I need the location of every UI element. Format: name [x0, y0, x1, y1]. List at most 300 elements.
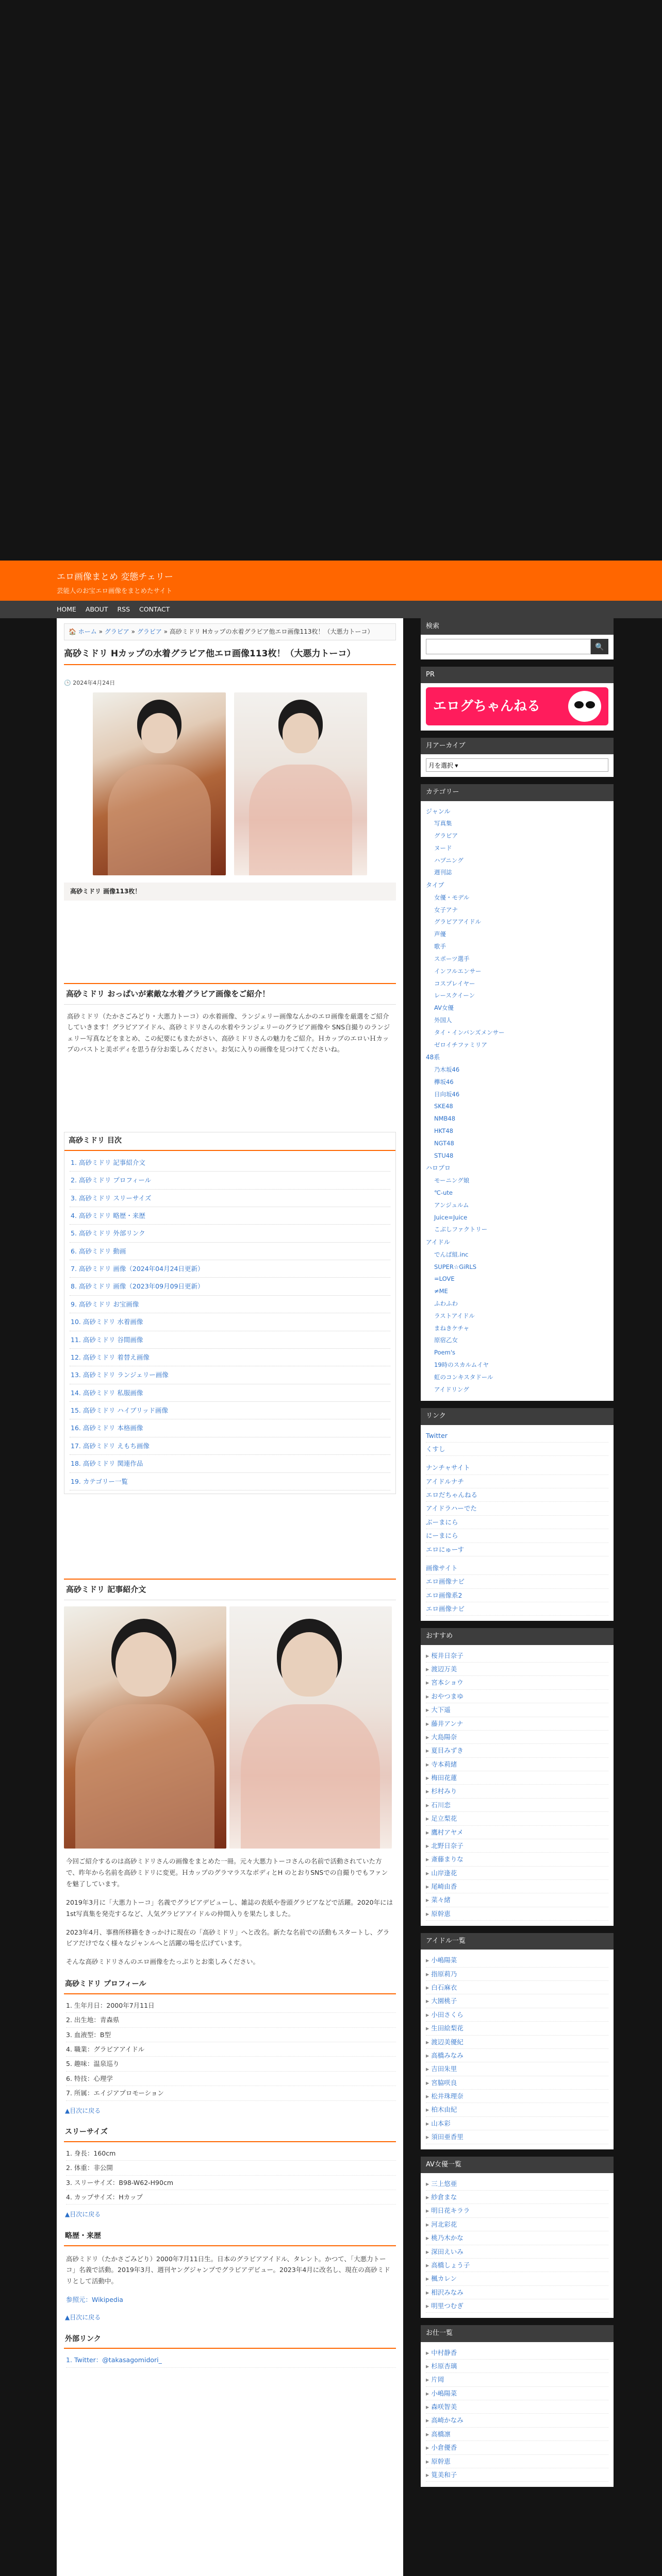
twitter-link[interactable]: 1. Twitter：@takasagomidori_: [66, 2356, 162, 2364]
ranking-item-text[interactable]: 小嶋陽菜: [431, 2389, 457, 2397]
sidebar-link-text[interactable]: アイドルナチ: [426, 1477, 464, 1485]
category-link[interactable]: モーニング娘: [434, 1177, 470, 1184]
ranking-item[interactable]: [426, 2360, 608, 2373]
category-item[interactable]: [426, 1285, 608, 1298]
category-link[interactable]: 48系: [426, 1054, 440, 1061]
breadcrumb: [64, 623, 396, 640]
pr-banner[interactable]: [426, 687, 608, 725]
size-item-text: 3. スリーサイズ：B98-W62-H90cm: [66, 2178, 174, 2187]
category-item[interactable]: [426, 1125, 608, 1138]
category-item[interactable]: [426, 1014, 608, 1027]
toc-item[interactable]: [70, 1154, 390, 1172]
category-link[interactable]: 乃木坂46: [434, 1065, 460, 1073]
category-link[interactable]: インフルエンサー: [434, 967, 482, 975]
category-item[interactable]: [426, 1064, 608, 1076]
recommend-item[interactable]: [426, 1839, 608, 1853]
av-item[interactable]: [426, 2191, 608, 2204]
idol-item[interactable]: [426, 2022, 608, 2035]
av-item-text[interactable]: 相沢みなみ: [431, 2288, 464, 2296]
category-link[interactable]: 原宿乙女: [434, 1336, 458, 1344]
sidebar-link-text[interactable]: エロだちゃんねる: [426, 1491, 478, 1499]
recommend-item[interactable]: [426, 1867, 608, 1880]
av-item-text[interactable]: 河北彩花: [431, 2220, 457, 2228]
recommend-item[interactable]: [426, 1880, 608, 1893]
idol-item-text[interactable]: 山本彩: [431, 2119, 451, 2127]
sidebar-link[interactable]: [426, 1575, 608, 1588]
breadcrumb-home[interactable]: ホーム: [78, 628, 97, 635]
idol-item[interactable]: [426, 1994, 608, 2008]
category-link[interactable]: ゼロイチファミリア: [434, 1041, 487, 1048]
category-item[interactable]: [426, 1051, 608, 1064]
category-link[interactable]: Juice=Juice: [434, 1213, 468, 1221]
recommend-item-text[interactable]: 尾崎由香: [431, 1883, 457, 1890]
category-item[interactable]: [426, 842, 608, 855]
av-item[interactable]: [426, 2231, 608, 2245]
site-title[interactable]: エロ画像まとめ 変態チェリー: [57, 572, 173, 582]
recommend-item-text[interactable]: 北野日奈子: [431, 1841, 464, 1850]
category-item[interactable]: [426, 830, 608, 842]
category-item[interactable]: [426, 855, 608, 867]
sidebar-link[interactable]: [426, 1516, 608, 1529]
toc-item-text[interactable]: 15. 高砂ミドリ ハイブリッド画像: [71, 1406, 168, 1415]
idol-item[interactable]: [426, 1954, 608, 1967]
ranking-item[interactable]: [426, 2455, 608, 2468]
profile-item: [66, 2057, 396, 2071]
category-link[interactable]: アイドリング: [434, 1385, 469, 1393]
search-input[interactable]: [426, 639, 591, 654]
ranking-item[interactable]: [426, 2346, 608, 2360]
idol-item[interactable]: [426, 2103, 608, 2116]
category-link[interactable]: タイプ: [426, 882, 444, 889]
sidebar-link[interactable]: [426, 1475, 608, 1488]
category-item[interactable]: [426, 1175, 608, 1187]
toc-item[interactable]: [70, 1384, 390, 1402]
category-item[interactable]: [426, 1187, 608, 1199]
av-item-text[interactable]: 明日花キララ: [431, 2207, 470, 2215]
category-link[interactable]: 写真集: [434, 820, 452, 827]
ranking-item-text[interactable]: 片岡: [431, 2376, 444, 2384]
recommend-item[interactable]: [426, 1799, 608, 1812]
category-link[interactable]: 欅坂46: [434, 1078, 454, 1086]
sidebar-link[interactable]: [426, 1461, 608, 1475]
toc-item[interactable]: [70, 1172, 390, 1189]
category-item[interactable]: [426, 1224, 608, 1236]
hero-photo-2[interactable]: [234, 692, 367, 875]
toc-item[interactable]: [70, 1243, 390, 1260]
recommend-item-text[interactable]: 桜井日奈子: [431, 1651, 464, 1659]
archive-select[interactable]: [426, 758, 608, 772]
recommend-item-text[interactable]: 鷹村アヤメ: [431, 1828, 464, 1836]
av-item-text[interactable]: 紗倉まな: [431, 2193, 457, 2201]
category-item[interactable]: [426, 916, 608, 928]
category-link[interactable]: グラビア: [434, 832, 458, 839]
category-link[interactable]: Poem's: [434, 1349, 455, 1357]
toc-item[interactable]: [70, 1207, 390, 1225]
recommend-item[interactable]: [426, 1649, 608, 1663]
recommend-item-text[interactable]: 原幹恵: [431, 1909, 451, 1918]
idol-item-text[interactable]: 柏木由紀: [431, 2106, 457, 2114]
ranking-item-text[interactable]: 杉原杏璃: [431, 2362, 457, 2370]
recommend-item-text[interactable]: 杉村みり: [431, 1787, 457, 1795]
idol-item[interactable]: [426, 1968, 608, 1981]
category-link[interactable]: レースクイーン: [434, 992, 475, 999]
external-links-title: 外部リンク: [64, 2331, 396, 2349]
category-item[interactable]: [426, 1334, 608, 1347]
category-item[interactable]: [426, 1076, 608, 1089]
recommend-item-text[interactable]: 宮本ショウ: [431, 1679, 464, 1687]
ranking-item[interactable]: [426, 2400, 608, 2414]
toc-item-text[interactable]: 3. 高砂ミドリ スリーサイズ: [71, 1194, 152, 1202]
category-link[interactable]: ラストアイドル: [434, 1312, 475, 1319]
ranking-item-text[interactable]: 森咲智美: [431, 2403, 457, 2411]
category-link[interactable]: ≠ME: [434, 1287, 448, 1295]
idol-item-text[interactable]: 宮脇咲良: [431, 2078, 457, 2087]
idol-item-text[interactable]: 須田亜香里: [431, 2133, 464, 2141]
av-item-text[interactable]: 明里つむぎ: [431, 2302, 464, 2310]
toc-item[interactable]: [70, 1278, 390, 1295]
category-link[interactable]: スポーツ選手: [434, 955, 470, 962]
recommend-item-text[interactable]: 山岸逢花: [431, 1869, 457, 1877]
recommend-item[interactable]: [426, 1771, 608, 1785]
av-item[interactable]: [426, 2218, 608, 2231]
recommend-item[interactable]: [426, 1785, 608, 1798]
category-item[interactable]: [426, 1384, 608, 1396]
category-item[interactable]: [426, 1089, 608, 1101]
recommend-item-text[interactable]: 菜々緒: [431, 1896, 451, 1904]
category-item[interactable]: [426, 1113, 608, 1125]
category-link[interactable]: まねきケチャ: [434, 1324, 470, 1332]
article-photos: [64, 1606, 396, 1849]
toc-item[interactable]: [70, 1331, 390, 1349]
sidebar-link[interactable]: [426, 1488, 608, 1502]
ranking-item-text[interactable]: 小倉優香: [431, 2444, 457, 2452]
idol-item[interactable]: [426, 1981, 608, 1994]
sidebar-link[interactable]: [426, 1502, 608, 1515]
category-link[interactable]: タイ・インバンズメンサー: [434, 1028, 505, 1036]
ranking-item[interactable]: [426, 2387, 608, 2400]
sidebar-link[interactable]: [426, 1589, 608, 1602]
category-link[interactable]: アイドル: [426, 1239, 450, 1246]
recommend-item-text[interactable]: 石川恋: [431, 1801, 451, 1809]
idol-item-text[interactable]: 指原莉乃: [431, 1970, 457, 1978]
idol-item[interactable]: [426, 2036, 608, 2049]
idol-item[interactable]: [426, 2090, 608, 2103]
recommend-item[interactable]: [426, 1703, 608, 1717]
breadcrumb-cat1[interactable]: グラビア: [104, 628, 129, 635]
category-link[interactable]: 声優: [434, 930, 446, 938]
idol-item-text[interactable]: 大園桃子: [431, 1997, 457, 2005]
toc-item[interactable]: [70, 1419, 390, 1437]
sidebar-link-text[interactable]: 画像サイト: [426, 1564, 458, 1572]
toc-item[interactable]: [70, 1366, 390, 1384]
av-item[interactable]: [426, 2245, 608, 2259]
profile-item-text: 6. 特技：心理学: [66, 2074, 113, 2082]
toc-item[interactable]: [70, 1225, 390, 1242]
toc-item-text[interactable]: 7. 高砂ミドリ 画像（2024年04月24日更新）: [71, 1265, 204, 1273]
breadcrumb-cat2[interactable]: グラビア: [137, 628, 162, 635]
toc-item-text[interactable]: 9. 高砂ミドリ お宝画像: [71, 1300, 139, 1308]
recommend-item-text[interactable]: 大島陽奈: [431, 1733, 457, 1741]
recommend-item[interactable]: [426, 1853, 608, 1866]
recommend-item-text[interactable]: 寺本莉緒: [431, 1760, 457, 1768]
toc-item-text[interactable]: 5. 高砂ミドリ 外部リンク: [71, 1229, 145, 1238]
category-item[interactable]: [426, 1027, 608, 1039]
category-item[interactable]: [426, 805, 608, 818]
category-link[interactable]: AV女優: [434, 1004, 454, 1012]
toc-item-text[interactable]: 8. 高砂ミドリ 画像（2023年09月09日更新）: [71, 1282, 204, 1291]
recommend-item[interactable]: [426, 1690, 608, 1703]
recommend-item-text[interactable]: 足立梨花: [431, 1815, 457, 1823]
recommend-item-text[interactable]: 斎藤まりな: [431, 1855, 464, 1863]
article-photo-2[interactable]: [229, 1606, 392, 1849]
category-item[interactable]: [426, 1323, 608, 1335]
av-item[interactable]: [426, 2177, 608, 2191]
back-to-toc-link[interactable]: ▲目次に戻る: [65, 2211, 101, 2218]
category-item[interactable]: [426, 1138, 608, 1150]
category-link[interactable]: ふわふわ: [434, 1299, 458, 1307]
ranking-item[interactable]: [426, 2428, 608, 2441]
category-item[interactable]: [426, 1002, 608, 1014]
idol-item-text[interactable]: 松井珠理奈: [431, 2092, 464, 2100]
ranking-item-text[interactable]: 筧美和子: [431, 2470, 457, 2479]
recommend-item[interactable]: [426, 1676, 608, 1689]
category-item[interactable]: [426, 1298, 608, 1310]
category-item[interactable]: [426, 818, 608, 830]
idol-item[interactable]: [426, 2130, 608, 2144]
category-item[interactable]: [426, 879, 608, 892]
idol-item-text[interactable]: 白石麻衣: [431, 1984, 457, 1992]
toc-item-text[interactable]: 14. 高砂ミドリ 私服画像: [71, 1388, 143, 1397]
sidebar-link-text[interactable]: アイドラハーでた: [426, 1504, 477, 1513]
category-item[interactable]: [426, 978, 608, 990]
category-link[interactable]: コスプレイヤー: [434, 979, 475, 987]
category-item[interactable]: [426, 867, 608, 879]
toc-item[interactable]: [70, 1437, 390, 1455]
category-link[interactable]: NGT48: [434, 1139, 454, 1147]
ranking-item[interactable]: [426, 2414, 608, 2427]
idol-item[interactable]: [426, 2117, 608, 2130]
recommend-item[interactable]: [426, 1663, 608, 1676]
category-link[interactable]: でんぱ組.inc: [434, 1250, 469, 1258]
external-link-twitter[interactable]: [66, 2353, 396, 2367]
category-item[interactable]: [426, 1039, 608, 1052]
toc-item-text[interactable]: 12. 高砂ミドリ 着替え画像: [71, 1353, 150, 1361]
idol-item-text[interactable]: 吉田朱里: [431, 2065, 457, 2073]
toc-item-text[interactable]: 19. カテゴリー一覧: [71, 1477, 128, 1485]
nav-contact[interactable]: CONTACT: [139, 605, 170, 614]
category-link[interactable]: 女子アナ: [434, 906, 458, 913]
toc-item[interactable]: [70, 1473, 390, 1490]
ranking-item-text[interactable]: 高橋凛: [431, 2430, 451, 2438]
profile-item: [66, 2013, 396, 2027]
recommend-item-text[interactable]: 渡辺万美: [431, 1665, 457, 1673]
hero-photo-1[interactable]: [93, 692, 226, 875]
av-item[interactable]: [426, 2259, 608, 2272]
toc-item[interactable]: [70, 1260, 390, 1278]
recommend-item-text[interactable]: 藤井アンナ: [431, 1719, 464, 1727]
toc-item-text[interactable]: 2. 高砂ミドリ プロフィール: [71, 1176, 152, 1184]
toc-item-text[interactable]: 1. 高砂ミドリ 記事紹介文: [71, 1158, 145, 1166]
recommend-item-text[interactable]: 大下遥: [431, 1706, 451, 1714]
category-link[interactable]: SUPER☆GiRLS: [434, 1263, 477, 1270]
toc-item[interactable]: [70, 1190, 390, 1207]
av-item[interactable]: [426, 2204, 608, 2217]
category-item[interactable]: [426, 1310, 608, 1323]
category-item[interactable]: [426, 1162, 608, 1175]
toc-item-text[interactable]: 4. 高砂ミドリ 略歴・来歴: [71, 1211, 145, 1219]
av-item[interactable]: [426, 2272, 608, 2285]
ranking-item-text[interactable]: 中村静香: [431, 2348, 457, 2357]
size-item-text: 4. カップサイズ：Hカップ: [66, 2193, 143, 2201]
sidebar-link[interactable]: [426, 1443, 608, 1456]
idol-item-text[interactable]: 渡辺美優紀: [431, 2038, 464, 2046]
toc-item[interactable]: [70, 1455, 390, 1472]
sidebar-link-text[interactable]: エロにゅーす: [426, 1545, 465, 1553]
category-link[interactable]: 外国人: [434, 1016, 452, 1024]
nav-rss[interactable]: RSS: [117, 605, 130, 614]
category-item[interactable]: [426, 892, 608, 904]
category-link[interactable]: ℃-ute: [434, 1189, 453, 1196]
category-link[interactable]: SKE48: [434, 1103, 453, 1110]
recommend-item[interactable]: [426, 1758, 608, 1771]
category-item[interactable]: [426, 1150, 608, 1162]
sidebar-link-text[interactable]: エロ画像ナビ: [426, 1605, 465, 1613]
idol-item-text[interactable]: 小田さくら: [431, 2010, 464, 2019]
toc-item[interactable]: [70, 1313, 390, 1331]
category-item[interactable]: [426, 1371, 608, 1384]
ranking-item[interactable]: [426, 2441, 608, 2454]
category-item[interactable]: [426, 1347, 608, 1359]
recommend-item-text[interactable]: おやつまゆ: [431, 1692, 464, 1700]
category-link[interactable]: グラビアアイドル: [434, 918, 481, 926]
ranking-item[interactable]: [426, 2468, 608, 2482]
category-link[interactable]: HKT48: [434, 1127, 453, 1135]
idol-item[interactable]: [426, 2008, 608, 2022]
nav-about[interactable]: ABOUT: [85, 605, 108, 614]
category-item[interactable]: [426, 990, 608, 1002]
toc-item[interactable]: [70, 1402, 390, 1419]
category-item[interactable]: [426, 941, 608, 953]
recommend-item[interactable]: [426, 1893, 608, 1907]
search-button[interactable]: [591, 639, 608, 654]
category-link[interactable]: STU48: [434, 1151, 454, 1159]
category-item[interactable]: [426, 965, 608, 978]
toc-item-text[interactable]: 17. 高砂ミドリ えもち画像: [71, 1442, 150, 1450]
category-item[interactable]: [426, 1236, 608, 1249]
idol-item-text[interactable]: 高橋みなみ: [431, 2051, 464, 2059]
toc-item-text[interactable]: 11. 高砂ミドリ 谷間画像: [71, 1335, 143, 1344]
sidebar-link[interactable]: [426, 1562, 608, 1575]
sidebar-link-text[interactable]: エロ画像ナビ: [426, 1578, 465, 1586]
av-item[interactable]: [426, 2286, 608, 2299]
category-item[interactable]: [426, 1273, 608, 1285]
sidebar-link-text[interactable]: ナンチャサイト: [426, 1464, 470, 1472]
toc-item-text[interactable]: 16. 高砂ミドリ 本格画像: [71, 1424, 143, 1432]
recommend-item-text[interactable]: 梅田花蓮: [431, 1774, 457, 1782]
category-item[interactable]: [426, 928, 608, 941]
sidebar-link-text[interactable]: Twitter: [426, 1431, 448, 1439]
sidebar-link[interactable]: [426, 1529, 608, 1543]
idol-item[interactable]: [426, 2049, 608, 2062]
toc-item[interactable]: [70, 1296, 390, 1313]
sidebar-link-text[interactable]: くすし: [426, 1445, 445, 1453]
category-link[interactable]: ハプニング: [434, 856, 464, 864]
sidebar-link-text[interactable]: ぶーまにら: [426, 1518, 458, 1526]
category-link[interactable]: こぶしファクトリー: [434, 1226, 488, 1233]
sidebar-link[interactable]: [426, 1602, 608, 1616]
category-link[interactable]: NMB48: [434, 1115, 456, 1123]
toc-item-text[interactable]: 10. 高砂ミドリ 水着画像: [71, 1318, 143, 1326]
sidebar-link-text[interactable]: にーまにら: [426, 1532, 458, 1540]
category-item[interactable]: [426, 1261, 608, 1274]
ranking-item[interactable]: [426, 2373, 608, 2386]
idol-item-text[interactable]: 小嶋陽菜: [431, 1956, 457, 1964]
idol-item-text[interactable]: 生田絵梨花: [431, 2024, 464, 2032]
recommend-item[interactable]: [426, 1826, 608, 1839]
back-to-toc-link[interactable]: ▲目次に戻る: [65, 2107, 101, 2114]
category-link[interactable]: 女優・モデル: [434, 893, 470, 901]
toc-item-text[interactable]: 18. 高砂ミドリ 関連作品: [71, 1460, 143, 1468]
category-link[interactable]: ハロプロ: [426, 1164, 451, 1172]
recommend-item[interactable]: [426, 1744, 608, 1757]
av-item-text[interactable]: 高橋しょう子: [431, 2261, 470, 2269]
recommend-item[interactable]: [426, 1717, 608, 1731]
category-link[interactable]: 19時のスカルムイヤ: [434, 1361, 489, 1369]
category-link[interactable]: アンジュルム: [434, 1201, 469, 1209]
av-item-text[interactable]: 深田えいみ: [431, 2247, 464, 2256]
category-item[interactable]: [426, 1249, 608, 1261]
idol-item[interactable]: [426, 2062, 608, 2076]
category-link[interactable]: 週刊誌: [434, 869, 452, 876]
recommend-item-text[interactable]: 夏目みずき: [431, 1747, 464, 1755]
recommend-item[interactable]: [426, 1812, 608, 1825]
category-link[interactable]: ジャンル: [426, 807, 451, 815]
article-photo-1[interactable]: [64, 1606, 226, 1849]
sidebar-link-text[interactable]: エロ画像系2: [426, 1591, 462, 1599]
category-item[interactable]: [426, 1212, 608, 1224]
category-item[interactable]: [426, 1100, 608, 1113]
av-item-text[interactable]: 桃乃木かな: [431, 2234, 464, 2242]
ranking-item-text[interactable]: 高崎かなみ: [431, 2416, 464, 2425]
category-link[interactable]: ヌード: [434, 844, 452, 852]
recommend-item[interactable]: [426, 1907, 608, 1921]
back-to-toc-link[interactable]: ▲目次に戻る: [65, 2314, 101, 2321]
category-link[interactable]: 日向坂46: [434, 1090, 460, 1098]
toc-item-text[interactable]: 6. 高砂ミドリ 動画: [71, 1247, 126, 1255]
ranking-item-text[interactable]: 原幹恵: [431, 2457, 451, 2465]
av-item-text[interactable]: 楓カレン: [431, 2275, 457, 2283]
toc-item-text[interactable]: 13. 高砂ミドリ ランジェリー画像: [71, 1371, 169, 1379]
category-item[interactable]: [426, 953, 608, 965]
idol-item[interactable]: [426, 2076, 608, 2090]
nav-home[interactable]: HOME: [57, 605, 76, 614]
category-link[interactable]: =LOVE: [434, 1275, 455, 1283]
av-item[interactable]: [426, 2299, 608, 2313]
history-title: 略歴・来歴: [64, 2228, 396, 2246]
category-item[interactable]: [426, 904, 608, 917]
sidebar-link[interactable]: [426, 1543, 608, 1556]
av-item-text[interactable]: 三上悠亜: [431, 2179, 457, 2188]
category-link[interactable]: 虹のコンキスタドール: [434, 1373, 493, 1381]
category-item[interactable]: [426, 1359, 608, 1371]
recommend-item[interactable]: [426, 1731, 608, 1744]
toc-item[interactable]: [70, 1349, 390, 1366]
global-nav: [0, 601, 662, 618]
category-item[interactable]: [426, 1199, 608, 1212]
category-link[interactable]: 歌手: [434, 943, 446, 951]
wiki-link[interactable]: 参照元：Wikipedia: [66, 2296, 123, 2304]
sidebar-link[interactable]: [426, 1429, 608, 1443]
